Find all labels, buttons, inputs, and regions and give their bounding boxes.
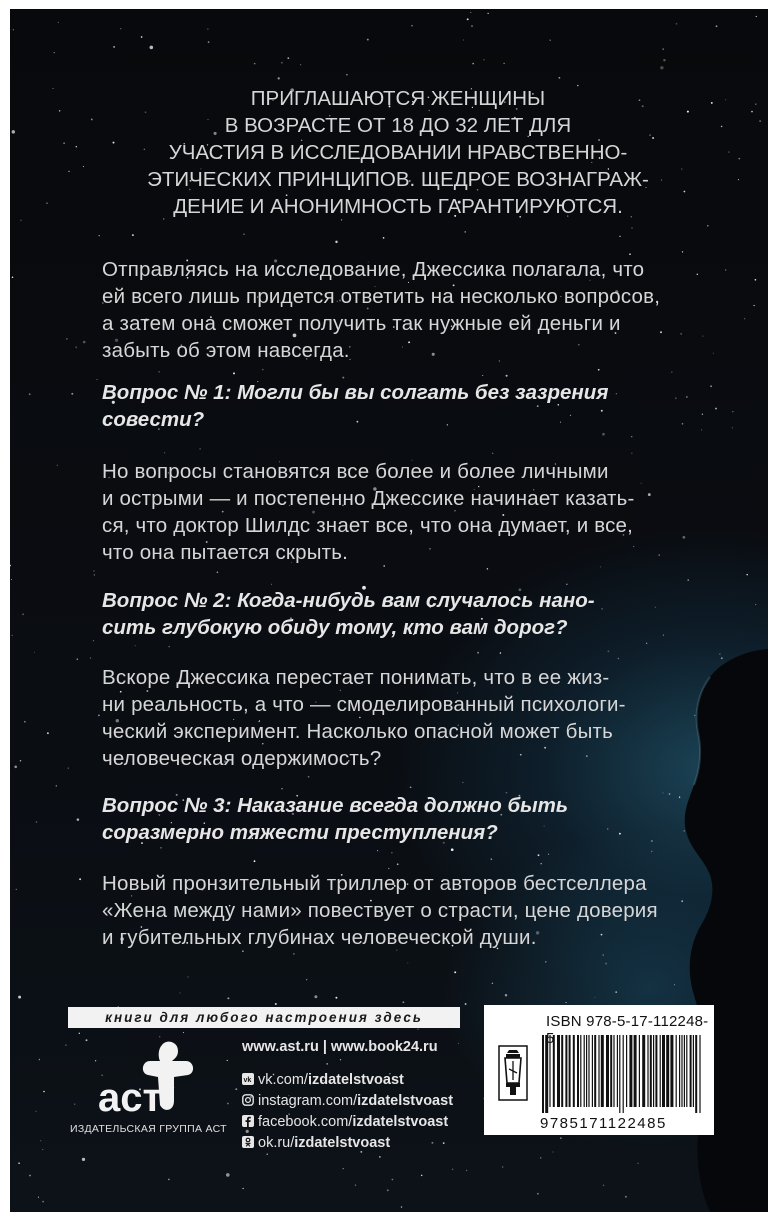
logo-brand-text: аст xyxy=(98,1076,163,1119)
barcode xyxy=(540,1035,704,1115)
question-line: Вопрос № 1: Могли бы вы солгать без зазрения xyxy=(102,381,609,404)
ast-logo xyxy=(94,1039,204,1119)
text-line: Но вопросы становятся все более и более личными xyxy=(102,460,609,483)
text-line: и губительных глубинах человеческой души. xyxy=(102,926,537,949)
question-line: Вопрос № 3: Наказание всегда должно быть xyxy=(102,794,569,817)
facebook-icon xyxy=(242,1115,254,1127)
text-line: Отправляясь на исследование, Джессика полагала, что xyxy=(102,258,645,281)
question-line: совести? xyxy=(102,408,205,431)
link-handle: izdatelstvoast xyxy=(294,1135,391,1151)
websites-text[interactable]: www.ast.ru | www.book24.ru xyxy=(242,1039,438,1055)
question-3 xyxy=(102,792,694,846)
social-link-ok[interactable] xyxy=(242,1133,453,1154)
text-line: ческий эксперимент. Насколько опасной может быть xyxy=(102,720,613,743)
tagline-banner: книги для любого настроения здесь xyxy=(68,1007,460,1028)
text-line: ни реальность, а что — смоделированный психологи- xyxy=(102,693,626,716)
barcode-panel xyxy=(484,1005,714,1135)
intro-block xyxy=(102,85,694,220)
paragraph-1 xyxy=(102,256,694,364)
social-link-vk[interactable] xyxy=(242,1070,453,1091)
intro-line: ПРИГЛАШАЮТСЯ ЖЕНЩИНЫ xyxy=(250,87,546,110)
vk-icon xyxy=(242,1073,254,1085)
link-prefix: facebook.com/ xyxy=(258,1114,353,1130)
websites[interactable] xyxy=(242,1037,453,1058)
text-line: «Жена между нами» повествует о страсти, цене доверия xyxy=(102,899,658,922)
social-link-facebook[interactable] xyxy=(242,1112,453,1133)
paragraph-2 xyxy=(102,458,694,566)
contact-links xyxy=(242,1037,453,1154)
text-line: Новый пронзительный триллер от авторов бестселлера xyxy=(102,872,647,895)
instagram-icon xyxy=(242,1094,254,1106)
link-prefix: instagram.com/ xyxy=(258,1093,358,1109)
isbn-text: ISBN 978-5-17-112248-5 xyxy=(546,1013,709,1047)
intro-line: ДЕНИЕ И АНОНИМНОСТЬ ГАРАНТИРУЮТСЯ. xyxy=(173,195,623,218)
intro-line: ЭТИЧЕСКИХ ПРИНЦИПОВ. ЩЕДРОЕ ВОЗНАГРАЖ- xyxy=(147,168,649,191)
intro-line: В ВОЗРАСТЕ ОТ 18 ДО 32 ЛЕТ ДЛЯ xyxy=(224,114,572,137)
text-line: что она пытается скрыть. xyxy=(102,541,348,564)
ok-icon xyxy=(242,1136,254,1148)
question-2 xyxy=(102,587,694,641)
barcode-number: 9785171122485 xyxy=(540,1115,667,1132)
social-link-instagram[interactable] xyxy=(242,1091,453,1112)
text-line: ся, что доктор Шилдс знает все, что она думает, и все, xyxy=(102,514,634,537)
paragraph-3 xyxy=(102,664,694,772)
link-prefix: ok.ru/ xyxy=(258,1135,295,1151)
text-line: ей всего лишь придется ответить на несколько вопросов, xyxy=(102,285,661,308)
lantern-icon xyxy=(498,1045,528,1101)
svg-text:vk: vk xyxy=(243,1077,252,1084)
text-line: Вскоре Джессика перестает понимать, что в ее жиз- xyxy=(102,666,610,689)
text-line: и острыми — и постепенно Джессике начинает казать- xyxy=(102,487,635,510)
question-1 xyxy=(102,379,694,433)
question-line: соразмерно тяжести преступления? xyxy=(102,821,498,844)
text-line: человеческая одержимость? xyxy=(102,747,382,770)
text-line: а затем она сможет получить так нужные ей деньги и xyxy=(102,312,621,335)
link-handle: izdatelstvoast xyxy=(352,1114,449,1130)
question-line: сить глубокую обиду тому, кто вам дорог? xyxy=(102,616,568,639)
link-handle: izdatelstvoast xyxy=(357,1093,454,1109)
question-line: Вопрос № 2: Когда-нибудь вам случалось нано- xyxy=(102,589,595,612)
intro-line: УЧАСТИЯ В ИССЛЕДОВАНИИ НРАВСТВЕННО- xyxy=(168,141,628,164)
link-handle: izdatelstvoast xyxy=(307,1072,404,1088)
publisher-caption: ИЗДАТЕЛЬСКАЯ ГРУППА АСТ xyxy=(70,1123,227,1135)
link-prefix: vk.com/ xyxy=(258,1072,308,1088)
book-back-cover xyxy=(10,9,768,1212)
text-line: забыть об этом навсегда. xyxy=(102,339,350,362)
paragraph-4 xyxy=(102,870,694,951)
